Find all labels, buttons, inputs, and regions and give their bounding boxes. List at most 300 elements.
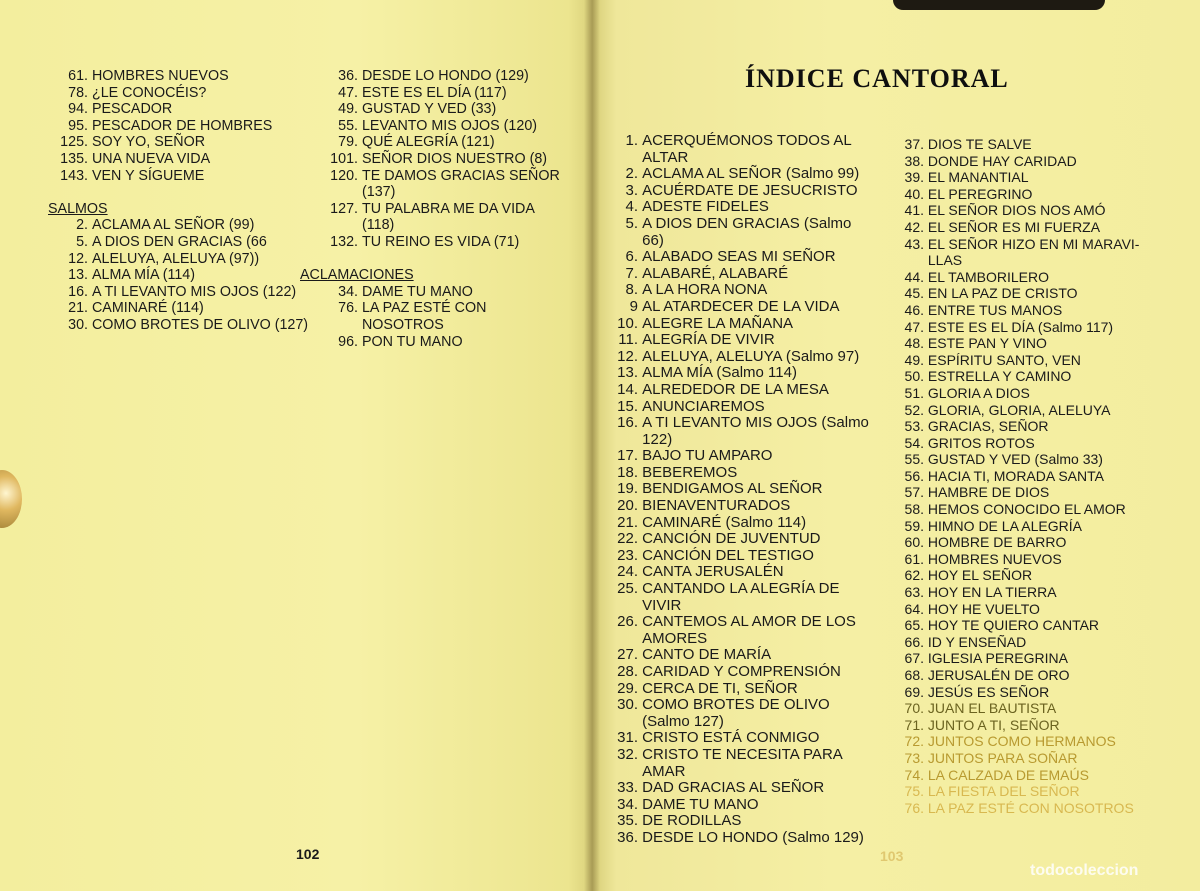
item-title: JUNTOS COMO HERMANOS (927, 733, 1116, 750)
list-item (890, 435, 1160, 452)
list-item (890, 219, 1160, 236)
item-title: CARIDAD Y COMPRENSIÓN (642, 663, 841, 680)
item-number: 41. (904, 202, 924, 219)
item-number: 37. (904, 136, 924, 152)
item-number: 19. (617, 480, 638, 498)
item-title: JUNTOS PARA SOÑAR (927, 749, 1078, 766)
item-title: EL PEREGRINO (927, 185, 1033, 202)
list-item (606, 481, 886, 498)
item-number: 5. (76, 233, 88, 250)
list-item (890, 136, 1160, 153)
list-item (606, 166, 886, 183)
list-item (300, 85, 570, 102)
item-number: 25. (617, 580, 638, 598)
list-item (890, 302, 1160, 319)
list-item (890, 335, 1160, 352)
item-number: 30. (68, 316, 88, 333)
item-title: ALEGRE LA MAÑANA (642, 314, 794, 332)
item-number: 53. (904, 418, 924, 435)
list-item (890, 202, 1160, 219)
item-title: CANTEMOS AL AMOR DE LOS AMORES (642, 613, 856, 647)
list-item (890, 750, 1160, 767)
item-title: DE RODILLAS (642, 812, 742, 830)
item-number: 75. (904, 783, 924, 800)
item-number: 68. (904, 667, 924, 683)
item-title: EL TAMBORILERO (927, 268, 1049, 285)
item-title: HEMOS CONOCIDO EL AMOR (927, 501, 1126, 518)
list-item (606, 531, 886, 548)
list-item (300, 284, 570, 301)
item-title: SEÑOR DIOS NUESTRO (8) (361, 150, 548, 167)
item-title: ACERQUÉMONOS TODOS AL ALTAR (642, 132, 852, 166)
item-title: HIMNO DE LA ALEGRÍA (927, 517, 1082, 534)
item-title: GLORIA, GLORIA, ALELUYA (927, 401, 1111, 418)
page-number-right: 103 (880, 848, 904, 864)
item-number: 40. (904, 185, 924, 202)
list-item (606, 216, 886, 249)
item-title: CANCIÓN DEL TESTIGO (642, 546, 814, 564)
list-item (606, 564, 886, 581)
item-title: IGLESIA PEREGRINA (927, 650, 1068, 667)
item-title: UNA NUEVA VIDA (91, 150, 211, 167)
item-number: 42. (904, 218, 924, 235)
list-item (48, 118, 318, 135)
item-number: 13. (617, 364, 638, 382)
item-number: 3. (625, 181, 638, 199)
list-item (890, 800, 1160, 817)
right-page (592, 0, 1200, 891)
item-number: 135. (60, 150, 88, 167)
item-title: DAME TU MANO (361, 283, 473, 300)
list-item (606, 316, 886, 333)
page-number-left: 102 (296, 846, 320, 862)
item-title: A LA HORA NONA (642, 281, 768, 299)
item-number: 76. (338, 300, 358, 317)
list-item (890, 484, 1160, 501)
item-number: 9 (629, 297, 638, 315)
index-title: ÍNDICE CANTORAL (745, 64, 1009, 93)
item-number: 79. (338, 134, 358, 151)
item-number: 74. (904, 766, 924, 783)
item-number: 34. (617, 795, 638, 813)
item-title: GUSTAD Y VED (Salmo 33) (927, 451, 1103, 468)
item-title: A DIOS DEN GRACIAS (Salmo 66) (642, 214, 852, 249)
item-title: ESTRELLA Y CAMINO (927, 368, 1072, 385)
item-number: 71. (904, 716, 924, 733)
item-number: 94. (68, 101, 88, 118)
list-item (890, 551, 1160, 568)
item-title: EL SEÑOR ES MI FUERZA (927, 218, 1101, 235)
item-title: EL SEÑOR HIZO EN MI MARAVI-LLAS (927, 235, 1140, 269)
item-title: CANTA JERUSALÉN (642, 563, 784, 581)
item-title: BIENAVENTURADOS (642, 497, 791, 515)
item-title: TU REINO ES VIDA (71) (361, 233, 520, 250)
list-item (890, 319, 1160, 336)
item-number: 96. (338, 333, 358, 350)
item-title: CANTO DE MARÍA (642, 646, 772, 664)
item-number: 61. (68, 68, 88, 84)
list-item (890, 153, 1160, 170)
item-number: 22. (617, 530, 638, 548)
item-title: ACLAMA AL SEÑOR (Salmo 99) (642, 165, 860, 183)
book-gutter (584, 0, 600, 891)
list-item (606, 647, 886, 664)
item-number: 72. (904, 733, 924, 750)
item-title: DESDE LO HONDO (129) (361, 68, 529, 84)
list-item (48, 68, 318, 85)
list-item (606, 581, 886, 614)
right-index-column-1 (606, 133, 886, 847)
item-title: ALREDEDOR DE LA MESA (642, 380, 829, 398)
item-number: 64. (904, 600, 924, 617)
section-heading: ACLAMACIONES (300, 267, 414, 284)
list-item (48, 101, 318, 118)
item-title: GLORIA A DIOS (927, 384, 1030, 401)
item-number: 55. (338, 117, 358, 134)
item-number: 50. (904, 368, 924, 385)
list-item (890, 501, 1160, 518)
item-title: ADESTE FIDELES (642, 198, 769, 216)
section-heading: SALMOS (48, 200, 108, 217)
list-item (300, 118, 570, 135)
item-number: 4. (625, 198, 638, 216)
item-number: 32. (617, 745, 638, 763)
item-title: BENDIGAMOS AL SEÑOR (642, 480, 823, 498)
item-title: HOMBRE DE BARRO (927, 534, 1067, 551)
list-item (606, 813, 886, 830)
list-item (890, 667, 1160, 684)
item-number: 16. (617, 414, 638, 432)
item-title: LA PAZ ESTÉ CON NOSOTROS (361, 300, 487, 333)
item-title: CAMINARÉ (Salmo 114) (642, 513, 807, 531)
item-title: A TI LEVANTO MIS OJOS (122) (91, 283, 297, 300)
list-item (890, 534, 1160, 551)
item-title: ESTE ES EL DÍA (Salmo 117) (927, 318, 1114, 335)
list-item (606, 282, 886, 299)
item-number: 12. (617, 347, 638, 365)
list-item (606, 465, 886, 482)
item-number: 24. (617, 563, 638, 581)
list-item (606, 515, 886, 532)
item-title: ALELUYA, ALELUYA (Salmo 97) (642, 347, 860, 365)
item-title: HOY TE QUIERO CANTAR (927, 617, 1100, 634)
list-item (890, 368, 1160, 385)
item-number: 73. (904, 749, 924, 766)
list-item (890, 418, 1160, 435)
item-title: DAME TU MANO (642, 795, 759, 813)
item-number: 132. (330, 233, 358, 250)
item-title: EN LA PAZ DE CRISTO (927, 285, 1078, 302)
list-item (606, 365, 886, 382)
right-index-column-2 (890, 136, 1160, 816)
item-number: 28. (617, 663, 638, 680)
item-title: ALABARÉ, ALABARÉ (642, 264, 789, 282)
list-item (606, 133, 886, 166)
item-title: LA CALZADA DE EMAÚS (927, 766, 1089, 783)
item-number: 49. (904, 351, 924, 368)
list-item (890, 269, 1160, 286)
item-title: COMO BROTES DE OLIVO (Salmo 127) (642, 696, 830, 730)
item-number: 5. (625, 214, 638, 232)
item-title: JESÚS ES SEÑOR (927, 683, 1050, 700)
item-number: 55. (904, 451, 924, 468)
list-item (48, 300, 318, 317)
item-number: 46. (904, 301, 924, 318)
item-title: DAD GRACIAS AL SEÑOR (642, 779, 825, 797)
list-item (890, 567, 1160, 584)
list-item (606, 249, 886, 266)
list-item (300, 201, 570, 234)
item-title: GUSTAD Y VED (33) (361, 101, 497, 118)
list-item (890, 650, 1160, 667)
item-title: EL SEÑOR DIOS NOS AMÓ (927, 202, 1106, 219)
item-number: 66. (904, 633, 924, 650)
item-number: 36. (338, 68, 358, 84)
list-item (606, 199, 886, 216)
item-title: GRACIAS, SEÑOR (927, 418, 1049, 435)
item-number: 54. (904, 434, 924, 451)
item-title: HOMBRES NUEVOS (91, 68, 229, 84)
list-item (890, 634, 1160, 651)
item-title: SOY YO, SEÑOR (91, 134, 206, 151)
list-item (606, 664, 886, 681)
item-title: GRITOS ROTOS (927, 434, 1035, 451)
item-number: 56. (904, 467, 924, 484)
list-item (300, 134, 570, 151)
item-title: LEVANTO MIS OJOS (120) (361, 117, 538, 134)
item-title: HOY HE VUELTO (927, 600, 1040, 617)
list-item (606, 830, 886, 847)
decorative-bead (0, 470, 22, 528)
item-number: 30. (617, 696, 638, 714)
item-title: HAMBRE DE DIOS (927, 484, 1050, 501)
list-item (606, 349, 886, 366)
item-title: BEBEREMOS (642, 463, 738, 481)
item-number: 17. (617, 447, 638, 465)
list-item (606, 183, 886, 200)
item-number: 29. (617, 679, 638, 697)
item-title: QUÉ ALEGRÍA (121) (361, 134, 495, 151)
list-item (300, 68, 570, 85)
item-number: 21. (617, 513, 638, 531)
item-title: ESTE PAN Y VINO (927, 335, 1047, 352)
item-number: 2. (625, 165, 638, 183)
item-number: 76. (904, 799, 924, 816)
list-item (890, 186, 1160, 203)
list-item (606, 332, 886, 349)
item-number: 14. (617, 380, 638, 398)
list-item (48, 134, 318, 151)
item-title: JUNTO A TI, SEÑOR (927, 716, 1060, 733)
item-title: DIOS TE SALVE (927, 136, 1032, 152)
list-item (48, 85, 318, 102)
list-item (890, 402, 1160, 419)
item-number: 60. (904, 534, 924, 551)
item-number: 39. (904, 169, 924, 186)
list-item (48, 267, 318, 284)
list-item (606, 498, 886, 515)
item-number: 69. (904, 683, 924, 700)
item-title: DESDE LO HONDO (Salmo 129) (642, 828, 864, 846)
list-item (606, 681, 886, 698)
item-number: 43. (904, 235, 924, 252)
list-item (890, 601, 1160, 618)
item-number: 95. (68, 117, 88, 134)
item-number: 34. (338, 283, 358, 300)
item-title: ALELUYA, ALELUYA (97)) (91, 250, 260, 267)
item-number: 20. (617, 497, 638, 515)
list-item (606, 614, 886, 647)
item-title: ENTRE TUS MANOS (927, 301, 1063, 318)
item-title: DONDE HAY CARIDAD (927, 152, 1077, 169)
item-title: HOMBRES NUEVOS (927, 550, 1062, 567)
list-item (48, 168, 318, 185)
list-item (606, 747, 886, 780)
item-title: PESCADOR DE HOMBRES (91, 117, 273, 134)
list-item (890, 783, 1160, 800)
item-number: 38. (904, 152, 924, 169)
item-number: 35. (617, 812, 638, 830)
book-tab (893, 0, 1105, 10)
list-item (48, 217, 318, 234)
item-number: 78. (68, 84, 88, 101)
list-item (606, 399, 886, 416)
item-number: 45. (904, 285, 924, 302)
item-number: 11. (618, 331, 638, 349)
list-item (606, 697, 886, 730)
list-item (890, 352, 1160, 369)
list-item (300, 168, 570, 201)
item-number: 21. (68, 300, 88, 317)
item-title: TE DAMOS GRACIAS SEÑOR (137) (361, 167, 560, 201)
left-page (0, 0, 592, 891)
list-item (48, 234, 318, 251)
item-number: 59. (904, 517, 924, 534)
item-number: 7. (625, 264, 638, 282)
list-item (890, 285, 1160, 302)
list-item (890, 468, 1160, 485)
list-item (606, 415, 886, 448)
item-title: PON TU MANO (361, 333, 463, 350)
item-number: 70. (904, 700, 924, 717)
item-title: ALEGRÍA DE VIVIR (642, 331, 775, 349)
watermark: todocoleccion (1030, 862, 1139, 879)
item-title: A DIOS DEN GRACIAS (66 (91, 233, 267, 250)
item-title: LA PAZ ESTÉ CON NOSOTROS (927, 799, 1134, 816)
item-number: 6. (625, 248, 638, 266)
list-item (300, 300, 570, 333)
item-number: 1. (625, 132, 638, 149)
item-title: CAMINARÉ (114) (91, 300, 204, 317)
item-title: CERCA DE TI, SEÑOR (642, 679, 798, 697)
item-number: 57. (904, 484, 924, 501)
item-title: HOY EL SEÑOR (927, 567, 1033, 584)
list-item (48, 284, 318, 301)
list-item (890, 518, 1160, 535)
item-title: CRISTO TE NECESITA PARA AMAR (642, 745, 842, 780)
list-item (300, 151, 570, 168)
item-title: HOY EN LA TIERRA (927, 584, 1057, 601)
item-title: AL ATARDECER DE LA VIDA (642, 297, 840, 315)
item-number: 127. (330, 200, 358, 217)
item-number: 33. (617, 779, 638, 797)
item-number: 23. (617, 546, 638, 564)
item-number: 16. (68, 283, 88, 300)
item-title: CANCIÓN DE JUVENTUD (642, 530, 821, 548)
item-title: ACLAMA AL SEÑOR (99) (91, 217, 255, 234)
item-title: HACIA TI, MORADA SANTA (927, 467, 1104, 484)
item-number: 58. (904, 501, 924, 518)
item-number: 31. (617, 729, 638, 747)
list-item (890, 717, 1160, 734)
item-title: ACUÉRDATE DE JESUCRISTO (642, 181, 858, 199)
item-number: 47. (338, 84, 358, 101)
item-number: 101. (330, 150, 358, 167)
list-item (300, 334, 570, 351)
list-item (606, 730, 886, 747)
item-number: 120. (330, 167, 358, 184)
item-title: VEN Y SÍGUEME (91, 167, 205, 184)
item-number: 10. (617, 314, 638, 332)
list-item (890, 767, 1160, 784)
item-number: 52. (904, 401, 924, 418)
list-item (890, 684, 1160, 701)
list-item (48, 251, 318, 268)
item-number: 48. (904, 335, 924, 352)
item-title: CRISTO ESTÁ CONMIGO (642, 729, 820, 747)
list-item (890, 236, 1160, 269)
item-number: 143. (60, 167, 88, 184)
item-number: 51. (904, 384, 924, 401)
item-number: 13. (68, 267, 88, 284)
item-title: ALMA MÍA (114) (91, 267, 196, 284)
list-item (890, 700, 1160, 717)
list-item (606, 448, 886, 465)
list-item (606, 266, 886, 283)
item-number: 2. (76, 217, 88, 234)
item-title: ALABADO SEAS MI SEÑOR (642, 248, 836, 266)
item-title: LA FIESTA DEL SEÑOR (927, 783, 1080, 800)
item-title: PESCADOR (91, 101, 173, 118)
item-title: COMO BROTES DE OLIVO (127) (91, 316, 309, 333)
item-title: TU PALABRA ME DA VIDA (118) (361, 200, 535, 234)
list-item (890, 169, 1160, 186)
item-number: 27. (617, 646, 638, 664)
item-number: 62. (904, 567, 924, 584)
item-number: 26. (617, 613, 638, 631)
item-title: ESPÍRITU SANTO, VEN (927, 351, 1081, 368)
list-item (48, 317, 318, 334)
item-number: 49. (338, 101, 358, 118)
list-item (606, 797, 886, 814)
item-title: ALMA MÍA (Salmo 114) (642, 364, 797, 382)
item-title: CANTANDO LA ALEGRÍA DE VIVIR (642, 580, 840, 614)
item-title: A TI LEVANTO MIS OJOS (Salmo 122) (642, 414, 869, 448)
item-number: 47. (904, 318, 924, 335)
left-index-column-2 (300, 68, 570, 350)
list-item (300, 234, 570, 251)
item-number: 61. (904, 550, 924, 567)
list-item (606, 382, 886, 399)
item-number: 65. (904, 617, 924, 634)
list-item (890, 584, 1160, 601)
item-number: 8. (625, 281, 638, 299)
left-index-column-1 (48, 68, 318, 334)
item-number: 44. (904, 268, 924, 285)
item-number: 63. (904, 584, 924, 601)
item-title: ANUNCIAREMOS (642, 397, 765, 415)
item-number: 36. (617, 828, 638, 846)
